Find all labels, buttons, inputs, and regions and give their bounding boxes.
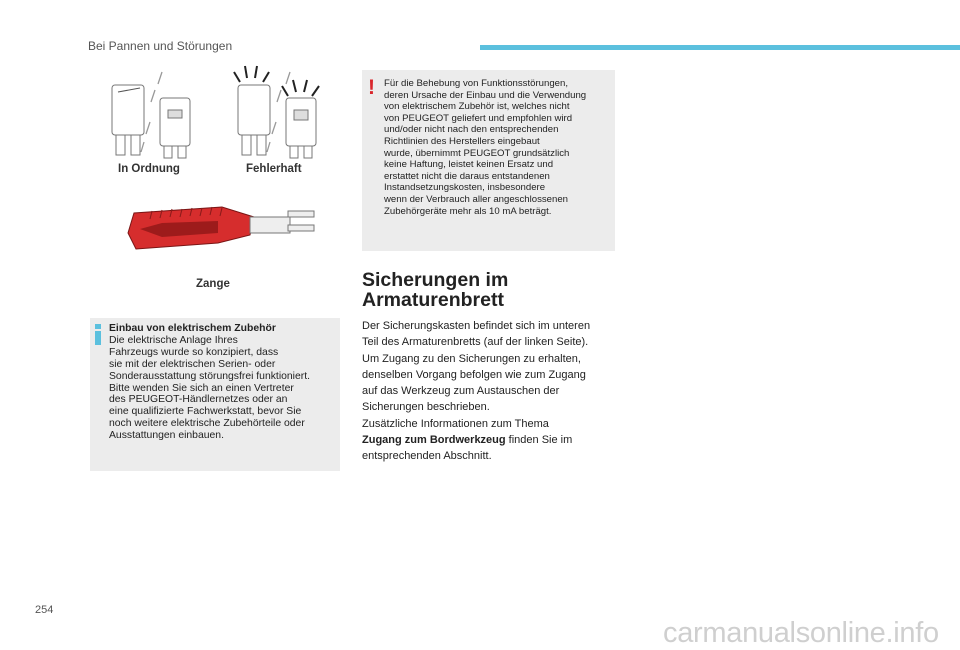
warning-box-text [384,78,612,217]
section-title-line: Armaturenbrett [362,289,504,311]
warning-line: wurde, übernimmt PEUGEOT grundsätzlich [384,147,570,159]
warning-line: Instandsetzungskosten, insbesondere [384,182,546,194]
info-line: Ausstattungen einbauen. [109,430,224,442]
info-line: Die elektrische Anlage Ihres [109,334,238,346]
info-line: des PEUGEOT-Händlernetzes oder an [109,394,288,406]
info-line: noch weitere elektrische Zubehörteile oder [109,418,305,430]
warning-line: von elektrischem Zubehör ist, welches nicht [384,101,570,113]
info-line: sie mit der elektrischen Serien- oder [109,358,276,370]
cross-reference[interactable]: Zugang zum Bordwerkzeug [362,434,506,447]
info-line: Sonderausstattung störungsfrei funktioniert. [109,370,311,382]
body-line: Um Zugang zu den Sicherungen zu erhalten, [362,352,581,365]
section-title-line: Sicherungen im [362,269,509,291]
body-line: Zusätzliche Informationen zum Thema [362,417,549,430]
fuse-ok-label: In Ordnung [118,163,180,175]
warning-line: Richtlinien des Herstellers eingebaut [384,135,540,147]
warning-line: von PEUGEOT geliefert und empfohlen wird [384,112,573,124]
watermark: carmanualsonline.info [663,617,939,649]
body-line: denselben Vorgang befolgen wie zum Zugang [362,368,586,381]
warning-line: erstattet nicht die daraus entstandenen [384,170,550,182]
body-line: Sicherungen beschrieben. [362,401,490,414]
fuse-pliers-illustration [122,195,322,257]
fuse-faulty-label: Fehlerhaft [246,163,302,175]
fuse-illustration [100,60,330,165]
info-line: eine qualifizierte Fachwerkstatt, bevor Sie [109,406,302,418]
info-icon [94,324,102,345]
pliers-label: Zange [196,278,230,290]
warning-icon: ! [368,76,375,99]
section-body [362,318,624,465]
section-title [362,270,622,310]
page-number: 254 [35,604,54,616]
info-line: Bitte wenden Sie sich an einen Vertreter [109,382,294,394]
warning-line: Für die Behebung von Funktionsstörungen, [384,78,569,89]
warning-line: Zubehörgeräte mehr als 10 mA beträgt. [384,205,552,217]
body-line-link [362,432,624,448]
info-line: Fahrzeugs wurde so konzipiert, dass [109,346,279,358]
warning-line: wenn der Verbrauch aller angeschlossenen [384,193,569,205]
running-header: Bei Pannen und Störungen [88,39,233,53]
warning-line: keine Haftung, leistet keinen Ersatz und [384,159,554,171]
info-box-heading: Einbau von elektrischem Zubehör [109,323,276,334]
info-box-text [109,323,340,442]
body-line: auf das Werkzeug zum Austauschen der [362,385,560,398]
header-accent-bar [480,45,960,50]
body-line: Teil des Armaturenbretts (auf der linken Seite). [362,336,589,349]
body-line-rest: finden Sie im [505,434,573,447]
body-line: entsprechenden Abschnitt. [362,450,492,463]
warning-line: deren Ursache der Einbau und die Verwendung [384,89,587,101]
body-line: Der Sicherungskasten befindet sich im unteren [362,320,591,332]
warning-line: und/oder nicht nach den entsprechenden [384,124,559,136]
